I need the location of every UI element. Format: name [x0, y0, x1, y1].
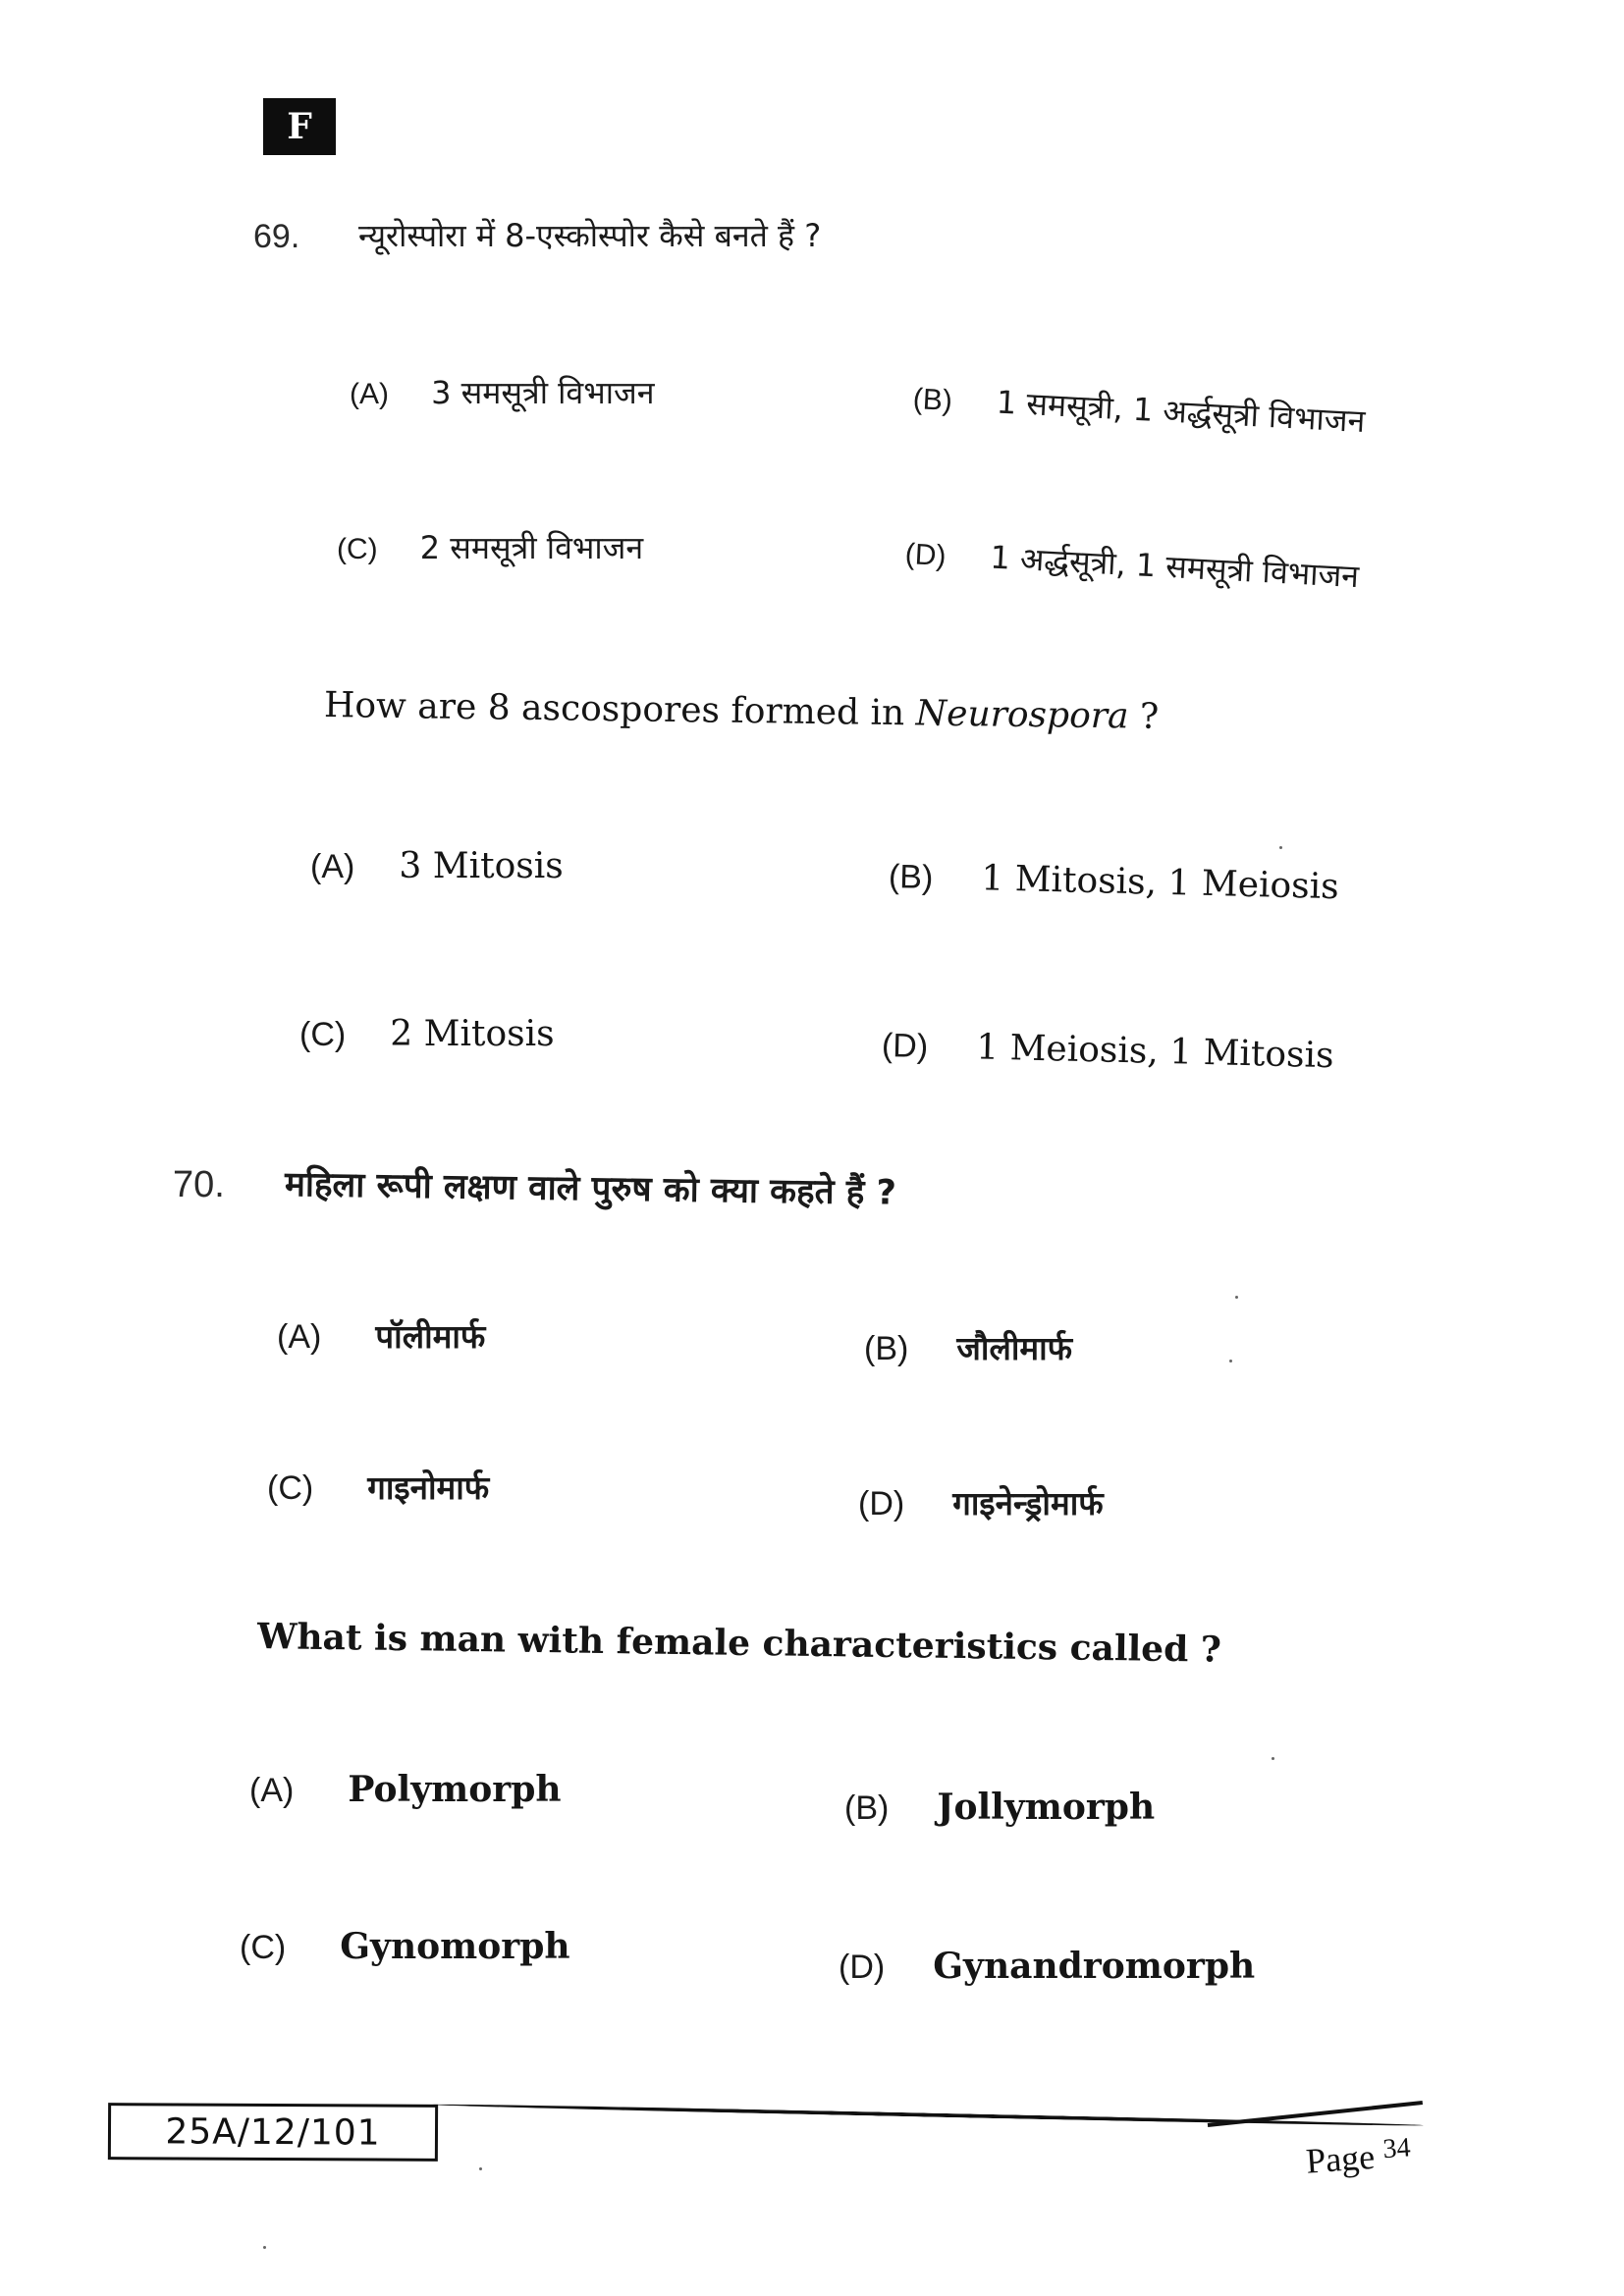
option-text: Gynomorph — [340, 1926, 570, 1967]
option-b-hindi — [912, 376, 1367, 442]
option-d-english — [839, 1946, 1255, 1987]
scan-speck — [1235, 1296, 1238, 1299]
option-text: पॉलीमार्फ — [375, 1317, 486, 1356]
option-a-english — [249, 1769, 562, 1810]
question-number: 70. — [173, 1164, 225, 1205]
option-text: 2 Mitosis — [390, 1014, 555, 1054]
scan-speck — [263, 2246, 266, 2249]
option-a-hindi — [277, 1313, 485, 1358]
option-text: गाइनोमार्फ — [367, 1468, 490, 1507]
option-c-hindi — [337, 526, 643, 568]
scan-speck — [479, 2167, 482, 2170]
option-label: (B) — [864, 1330, 909, 1367]
option-label: (C) — [267, 1469, 314, 1507]
option-label: (B) — [844, 1789, 890, 1827]
option-label: (B) — [888, 858, 934, 897]
option-text: Gynandromorph — [933, 1946, 1256, 1987]
option-b-english — [844, 1787, 1155, 1828]
option-label: (D) — [839, 1949, 886, 1986]
scan-speck — [1229, 1360, 1232, 1362]
question-number: 69. — [253, 218, 300, 255]
option-label: (D) — [858, 1485, 905, 1522]
option-c-english — [240, 1926, 570, 1967]
option-text: 3 Mitosis — [399, 846, 564, 886]
option-label: (C) — [299, 1016, 347, 1053]
scan-speck — [1279, 846, 1282, 849]
question-text-hindi: महिला रूपी लक्षण वाले पुरुष को क्या कहते हैं ? — [284, 1165, 897, 1213]
question-text-english — [324, 685, 1160, 737]
option-label: (D) — [904, 538, 947, 573]
option-label: (A) — [249, 1772, 295, 1809]
page-label: Page — [1304, 2136, 1377, 2181]
option-text: 1 अर्द्धसूत्री, 1 समसूत्री विभाजन — [989, 538, 1360, 596]
option-text: 2 समसूत्री विभाजन — [419, 529, 644, 566]
question-text-part: How are 8 ascospores formed in — [323, 685, 917, 734]
option-b-english — [888, 856, 1339, 907]
paper-code-box — [108, 2103, 438, 2162]
option-text: गाइनेन्ड्रोमार्फ — [952, 1484, 1104, 1522]
option-text: 1 समसूत्री, 1 अर्द्धसूत्री विभाजन — [995, 383, 1367, 441]
option-a-english — [310, 846, 564, 886]
option-a-hindi — [350, 371, 655, 413]
option-text: Jollymorph — [937, 1787, 1156, 1828]
option-d-hindi — [904, 531, 1360, 597]
option-label: (A) — [277, 1318, 322, 1356]
option-d-hindi — [858, 1480, 1104, 1524]
page-number — [1305, 2132, 1413, 2181]
species-name: Neurospora — [915, 693, 1129, 737]
option-text: Polymorph — [348, 1769, 562, 1810]
option-text: 1 Meiosis, 1 Mitosis — [975, 1027, 1335, 1077]
option-b-hindi — [864, 1325, 1072, 1369]
option-label: (C) — [337, 533, 378, 565]
option-label: (C) — [240, 1929, 287, 1966]
question-text-english — [257, 1616, 1222, 1671]
page-number-value: 34 — [1381, 2132, 1412, 2165]
option-label: (B) — [912, 383, 953, 418]
option-label: (A) — [350, 378, 389, 410]
footer-rule — [432, 2103, 1424, 2127]
option-c-english — [299, 1014, 555, 1054]
option-c-hindi — [267, 1465, 489, 1509]
question-mark: ? — [1128, 696, 1160, 737]
option-label: (A) — [310, 848, 355, 885]
question-text-hindi: न्यूरोस्पोरा में 8-एस्कोस्पोर कैसे बनते हैं ? — [358, 217, 822, 254]
question-text-part: What is man with female characteristics called ? — [256, 1616, 1222, 1671]
option-text: जौलीमार्फ — [956, 1329, 1073, 1367]
paper-code: 25A/12/101 — [165, 2110, 381, 2154]
scan-speck — [1272, 1757, 1274, 1760]
set-code-text: F — [287, 106, 312, 147]
option-text: 3 समसूत्री विभाजन — [431, 374, 655, 411]
option-label: (D) — [881, 1027, 929, 1066]
set-code-badge — [263, 98, 336, 155]
option-d-english — [881, 1025, 1334, 1076]
option-text: 1 Mitosis, 1 Meiosis — [980, 858, 1340, 908]
